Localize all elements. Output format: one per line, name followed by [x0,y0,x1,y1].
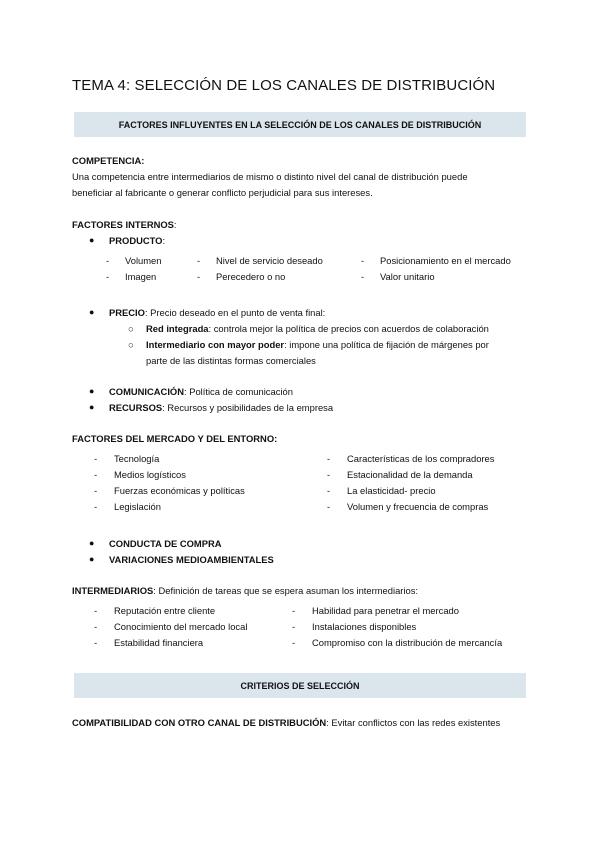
producto-item: Volumen [125,255,162,266]
precio-sub2: Intermediario con mayor poder: impone una política de fijación de márgenes por [146,339,489,350]
dash-icon: - [106,271,110,282]
mercado-item: Legislación [114,501,161,512]
variaciones-medioambientales: VARIACIONES MEDIOAMBIENTALES [109,554,274,565]
conducta-compra: CONDUCTA DE COMPRA [109,538,222,549]
intermediarios-heading: INTERMEDIARIOS: Definición de tareas que se espera asuman los intermediarios: [72,585,418,596]
dash-icon: - [361,255,365,266]
producto-item: Perecedero o no [216,271,286,282]
dash-icon: - [106,255,110,266]
dash-icon: - [94,637,98,648]
dash-icon: - [327,485,331,496]
producto-item: Imagen [125,271,157,282]
intermediarios-item: Habilidad para penetrar el mercado [312,605,459,616]
bullet-icon: ● [89,307,95,317]
intermediarios-item: Estabilidad financiera [114,637,204,648]
dash-icon: - [327,453,331,464]
mercado-heading: FACTORES DEL MERCADO Y DEL ENTORNO: [72,433,278,444]
dash-icon: - [327,501,331,512]
intermediarios-item: Conocimiento del mercado local [114,621,248,632]
dash-icon: - [292,621,296,632]
section-header-text: FACTORES INFLUYENTES EN LA SELECCIÓN DE LOS CANALES DE DISTRIBUCIÓN [118,119,482,130]
dash-icon: - [94,621,98,632]
bullet-icon: ● [89,554,95,564]
page-title: TEMA 4: SELECCIÓN DE LOS CANALES DE DISTRIBUCIÓN [72,77,496,94]
dash-icon: - [94,469,98,480]
producto-item: Valor unitario [380,271,435,282]
circle-bullet-icon: ○ [128,323,134,334]
mercado-item: Estacionalidad de la demanda [347,469,473,480]
competencia-line2: beneficiar al fabricante o generar conflicto perjudicial para sus intereses. [72,187,373,198]
mercado-item: Tecnología [114,453,160,464]
dash-icon: - [94,485,98,496]
intermediarios-item: Reputación entre cliente [114,605,216,616]
mercado-item: Medios logísticos [114,469,186,480]
dash-icon: - [197,255,201,266]
bullet-icon: ● [89,538,95,548]
compatibilidad-line: COMPATIBILIDAD CON OTRO CANAL DE DISTRIBUCIÓN: Evitar conflictos con las redes existentes [72,717,501,728]
recursos-line: RECURSOS: Recursos y posibilidades de la empresa [109,402,334,413]
dash-icon: - [94,453,98,464]
precio-sub2-cont: parte de las distintas formas comerciales [146,355,316,366]
section-header-criterios [74,673,526,698]
internos-heading: FACTORES INTERNOS: [72,219,177,230]
bullet-icon: ● [89,402,95,412]
mercado-item: Volumen y frecuencia de compras [347,501,489,512]
section-header-factores [74,112,526,137]
producto-label: PRODUCTO: [109,235,166,246]
bullet-icon: ● [89,235,95,245]
precio-sub1: Red integrada: controla mejor la política de precios con acuerdos de colaboración [146,323,489,334]
mercado-item: Características de los compradores [347,453,495,464]
dash-icon: - [94,501,98,512]
circle-bullet-icon: ○ [128,339,134,350]
competencia-heading: COMPETENCIA: [72,155,145,166]
intermediarios-item: Instalaciones disponibles [312,621,417,632]
dash-icon: - [197,271,201,282]
comunicacion-line: COMUNICACIÓN: Política de comunicación [109,386,293,397]
mercado-item: La elasticidad- precio [347,485,436,496]
dash-icon: - [327,469,331,480]
intermediarios-item: Compromiso con la distribución de mercancía [312,637,503,648]
bullet-icon: ● [89,386,95,396]
producto-item: Nivel de servicio deseado [216,255,323,266]
mercado-item: Fuerzas económicas y políticas [114,485,245,496]
producto-item: Posicionamiento en el mercado [380,255,511,266]
dash-icon: - [94,605,98,616]
section-header-text: CRITERIOS DE SELECCIÓN [240,680,360,691]
precio-line: PRECIO: Precio deseado en el punto de venta final: [109,307,326,318]
dash-icon: - [292,637,296,648]
dash-icon: - [361,271,365,282]
competencia-line1: Una competencia entre intermediarios de mismo o distinto nivel del canal de distribución puede [72,171,468,182]
dash-icon: - [292,605,296,616]
